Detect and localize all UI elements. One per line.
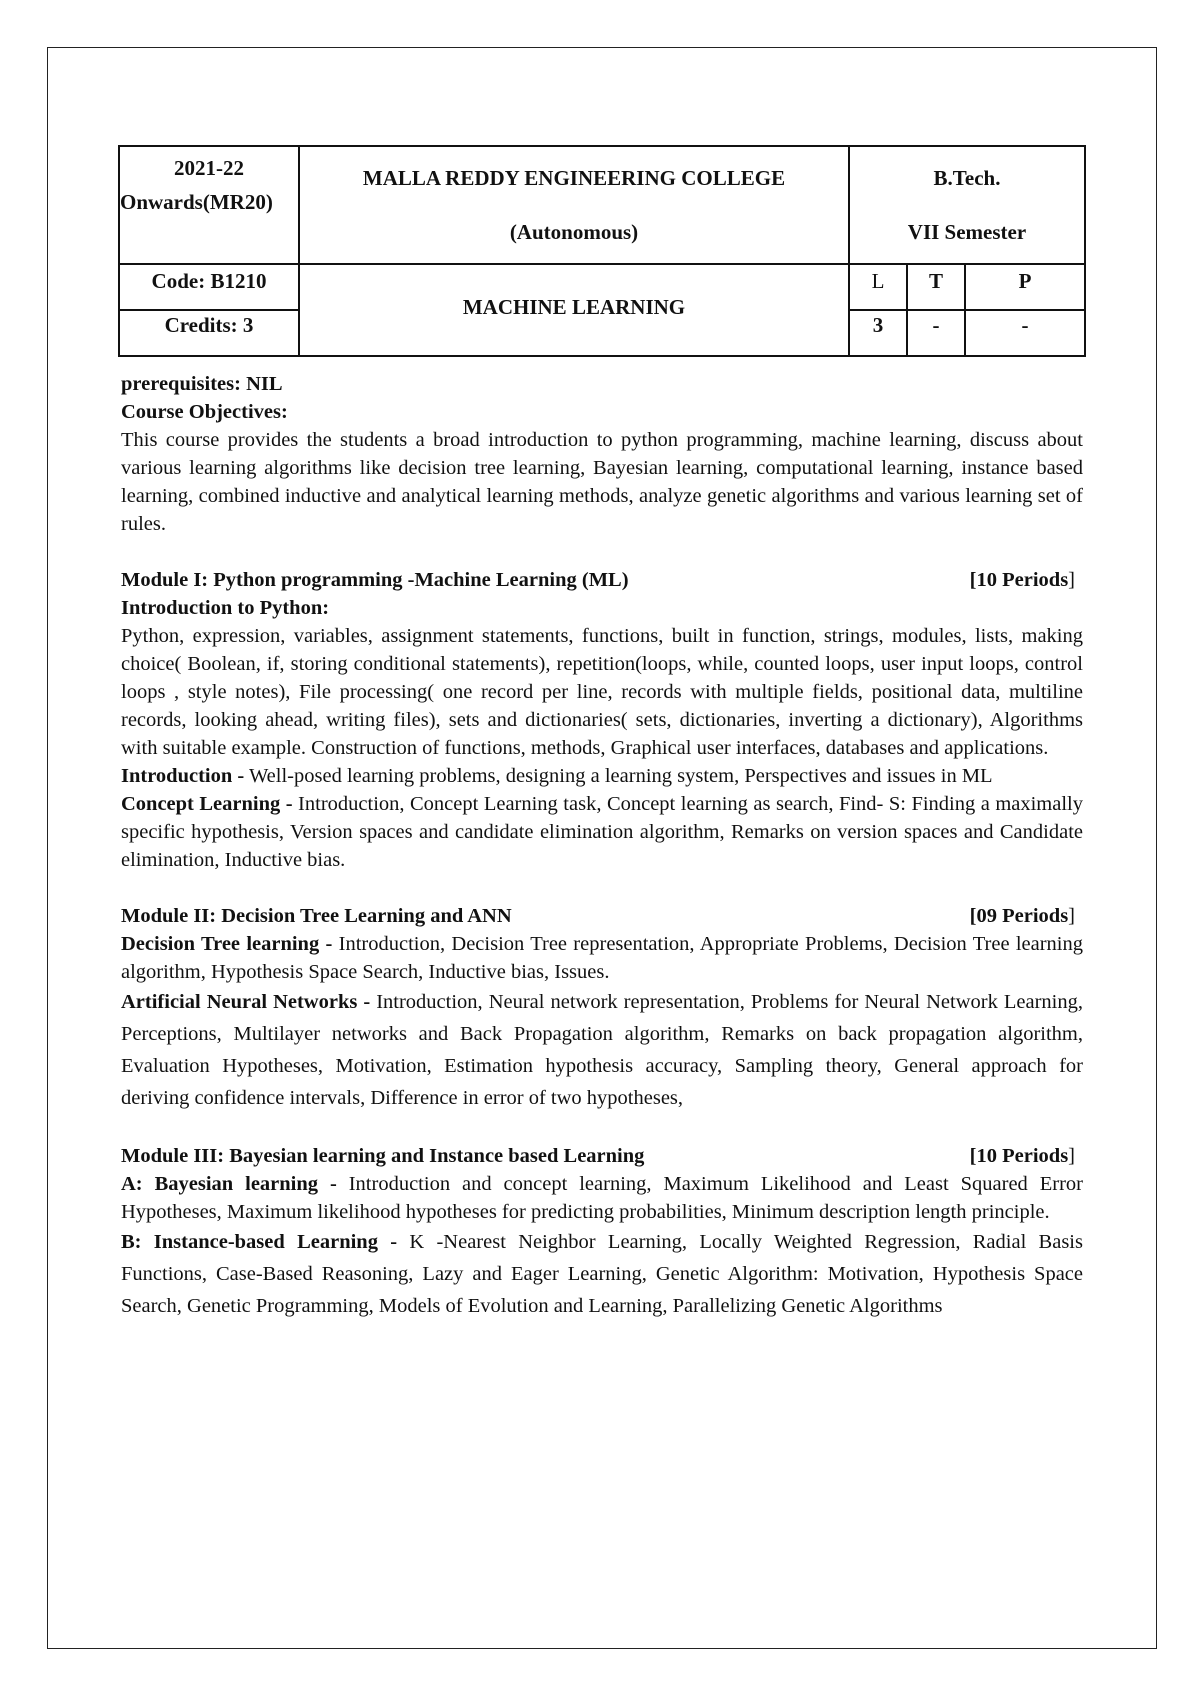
objectives-text: This course provides the students a broad introduction to python programming, machine learning, discuss about various learning algorithms like decision tree learning, Bayesian learning, computational learning, instance based learning, combined inductive and analytical learning methods, analyze genetic algorithms and various learning set of rules. bbox=[121, 429, 1083, 535]
college-cell bbox=[299, 146, 849, 264]
module-1-periods: [10 Periods] bbox=[969, 569, 1075, 591]
prerequisites: prerequisites: NIL bbox=[121, 373, 283, 395]
module-2-ann: Artificial Neural Networks - Introduction, Neural network representation, Problems for Neural Network Learning, Perceptions, Multilayer networks and Back Propagation algorithm, Remarks on back propagation algorithm, Evaluation Hypotheses, Motivation, Estimation hypothesis accuracy, Sampling theory, General approach for deriving confidence intervals, Difference in error of two hypotheses, bbox=[121, 991, 1083, 1109]
ltp-header-l: L bbox=[849, 264, 907, 310]
module-2-heading bbox=[121, 902, 1083, 930]
module-2-decision-tree: Decision Tree learning - Introduction, Decision Tree representation, Appropriate Problems, Decision Tree learning algorithm, Hypothesis Space Search, Inductive bias, Issues. bbox=[121, 933, 1083, 983]
module-1-heading bbox=[121, 566, 1083, 594]
ltp-value-p: - bbox=[965, 310, 1085, 356]
objectives-heading: Course Objectives: bbox=[121, 401, 288, 423]
ltp-header-t: T bbox=[907, 264, 965, 310]
course-title: MACHINE LEARNING bbox=[299, 264, 849, 356]
academic-year-cell bbox=[119, 146, 299, 264]
module-1-introduction: Introduction - Well-posed learning problems, designing a learning system, Perspectives and issues in ML bbox=[121, 765, 993, 787]
ltp-value-l: 3 bbox=[849, 310, 907, 356]
syllabus-content bbox=[121, 370, 1083, 1322]
college-name: MALLA REDDY ENGINEERING COLLEGE bbox=[362, 166, 786, 190]
module-2-title: Module II: Decision Tree Learning and ANN bbox=[121, 905, 512, 927]
module-3-heading bbox=[121, 1142, 1083, 1170]
module-3-periods: [10 Periods] bbox=[969, 1145, 1075, 1167]
course-header-table bbox=[118, 145, 1086, 357]
semester: VII Semester bbox=[907, 220, 1027, 244]
module-2-periods: [09 Periods] bbox=[969, 905, 1075, 927]
ltp-header-p: P bbox=[965, 264, 1085, 310]
ltp-value-t: - bbox=[907, 310, 965, 356]
module-3-instance-based: B: Instance-based Learning - K -Nearest Neighbor Learning, Locally Weighted Regression, Radial Basis Functions, Case-Based Reasoning, Lazy and Eager Learning, Genetic Algorithm: Motivation, Hypothesis Space Search, Genetic Programming, Models of Evolution and Learning, Parallelizing Genetic Algorithms bbox=[121, 1231, 1083, 1317]
autonomous-label: (Autonomous) bbox=[509, 220, 639, 244]
degree: B.Tech. bbox=[933, 166, 1001, 190]
module-1-concept-learning: Concept Learning - Introduction, Concept Learning task, Concept learning as search, Find- S: Finding a maximally specific hypothesis, Version spaces and candidate elimination algorithm, Remarks on version spaces and Candidate elimination, Inductive bias. bbox=[121, 793, 1083, 871]
module-3-title: Module III: Bayesian learning and Instance based Learning bbox=[121, 1145, 645, 1167]
academic-year: 2021-22 bbox=[174, 156, 244, 180]
course-code: Code: B1210 bbox=[119, 264, 299, 310]
module-1-python-text: Python, expression, variables, assignment statements, functions, built in function, strings, modules, lists, making choice( Boolean, if, storing conditional statements), repetition(loops, while, counted loops, user input loops, control loops , style notes), File processing( one record per line, records with multiple fields, positional data, multiline records, looking ahead, writing files), sets and dictionaries( sets, dictionaries, inverting a dictionary), Algorithms with suitable example. Construction of functions, methods, Graphical user interfaces, databases and applications. bbox=[121, 625, 1083, 759]
regulation: Onwards(MR20) bbox=[120, 190, 273, 214]
module-1-subheading: Introduction to Python: bbox=[121, 597, 330, 619]
credits: Credits: 3 bbox=[119, 310, 299, 356]
module-1-title: Module I: Python programming -Machine Learning (ML) bbox=[121, 569, 629, 591]
degree-cell bbox=[849, 146, 1085, 264]
module-3-bayesian: A: Bayesian learning - Introduction and concept learning, Maximum Likelihood and Least Squared Error Hypotheses, Maximum likelihood hypotheses for predicting probabilities, Minimum description length principle. bbox=[121, 1173, 1083, 1223]
